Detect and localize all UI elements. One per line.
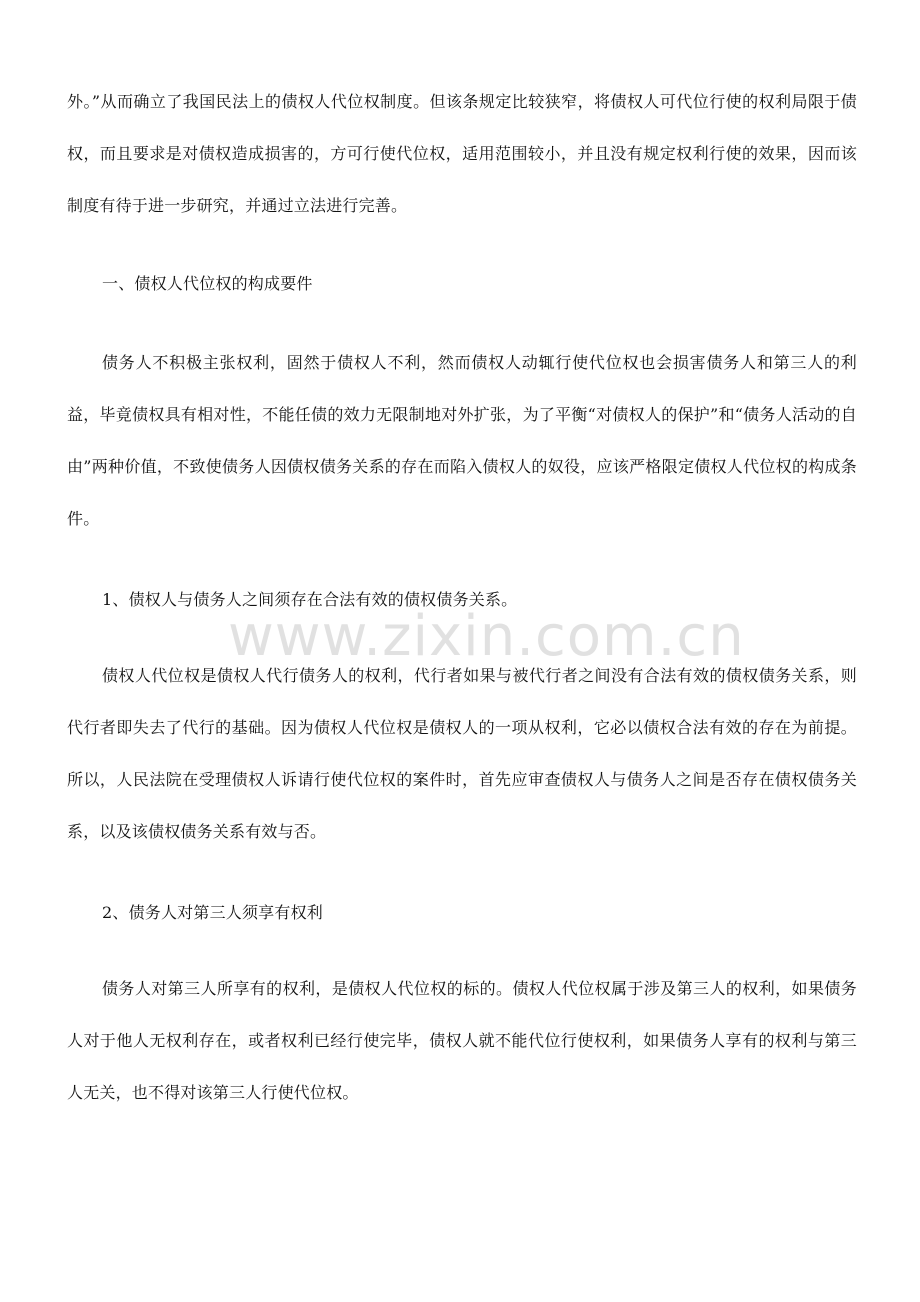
subheading-condition-2: 2、债务人对第三人须享有权利 xyxy=(102,903,323,922)
section-heading-elements: 一、债权人代位权的构成要件 xyxy=(102,274,313,293)
watermark-text: www.zixin.com.cn xyxy=(228,604,745,669)
paragraph-continuation: 外。”从而确立了我国民法上的债权人代位权制度。但该条规定比较狭窄，将债权人可代位行使的权利局限于债权，而且要求是对债权造成损害的，方可行使代位权，适用范围较小，并且没有规定权利行使的效果，因而该制度有待于进一步研究，并通过立法进行完善。 xyxy=(67,92,857,215)
paragraph-condition-1: 债权人代位权是债权人代行债务人的权利，代行者如果与被代行者之间没有合法有效的债权债务关系，则代行者即失去了代行的基础。因为债权人代位权是债权人的一项从权利，它必以债权合法有效的存在为前提。所以，人民法院在受理债权人诉请行使代位权的案件时，首先应审查债权人与债务人之间是否存在债权债务关系，以及该债权债务关系有效与否。 xyxy=(67,666,857,841)
paragraph-condition-2: 债务人对第三人所享有的权利，是债权人代位权的标的。债权人代位权属于涉及第三人的权利，如果债务人对于他人无权利存在，或者权利已经行使完毕，债权人就不能代位行使权利，如果债务人享有的权利与第三人无关，也不得对该第三人行使代位权。 xyxy=(67,979,857,1102)
paragraph-intro: 债务人不积极主张权利，固然于债权人不利，然而债权人动辄行使代位权也会损害债务人和第三人的利益，毕竟债权具有相对性，不能任债的效力无限制地对外扩张，为了平衡“对债权人的保护”和“债务人活动的自由”两种价值，不致使债务人因债权债务关系的存在而陷入债权人的奴役，应该严格限定债权人代位权的构成条件。 xyxy=(67,353,857,528)
subheading-condition-1: 1、债权人与债务人之间须存在合法有效的债权债务关系。 xyxy=(102,590,518,609)
